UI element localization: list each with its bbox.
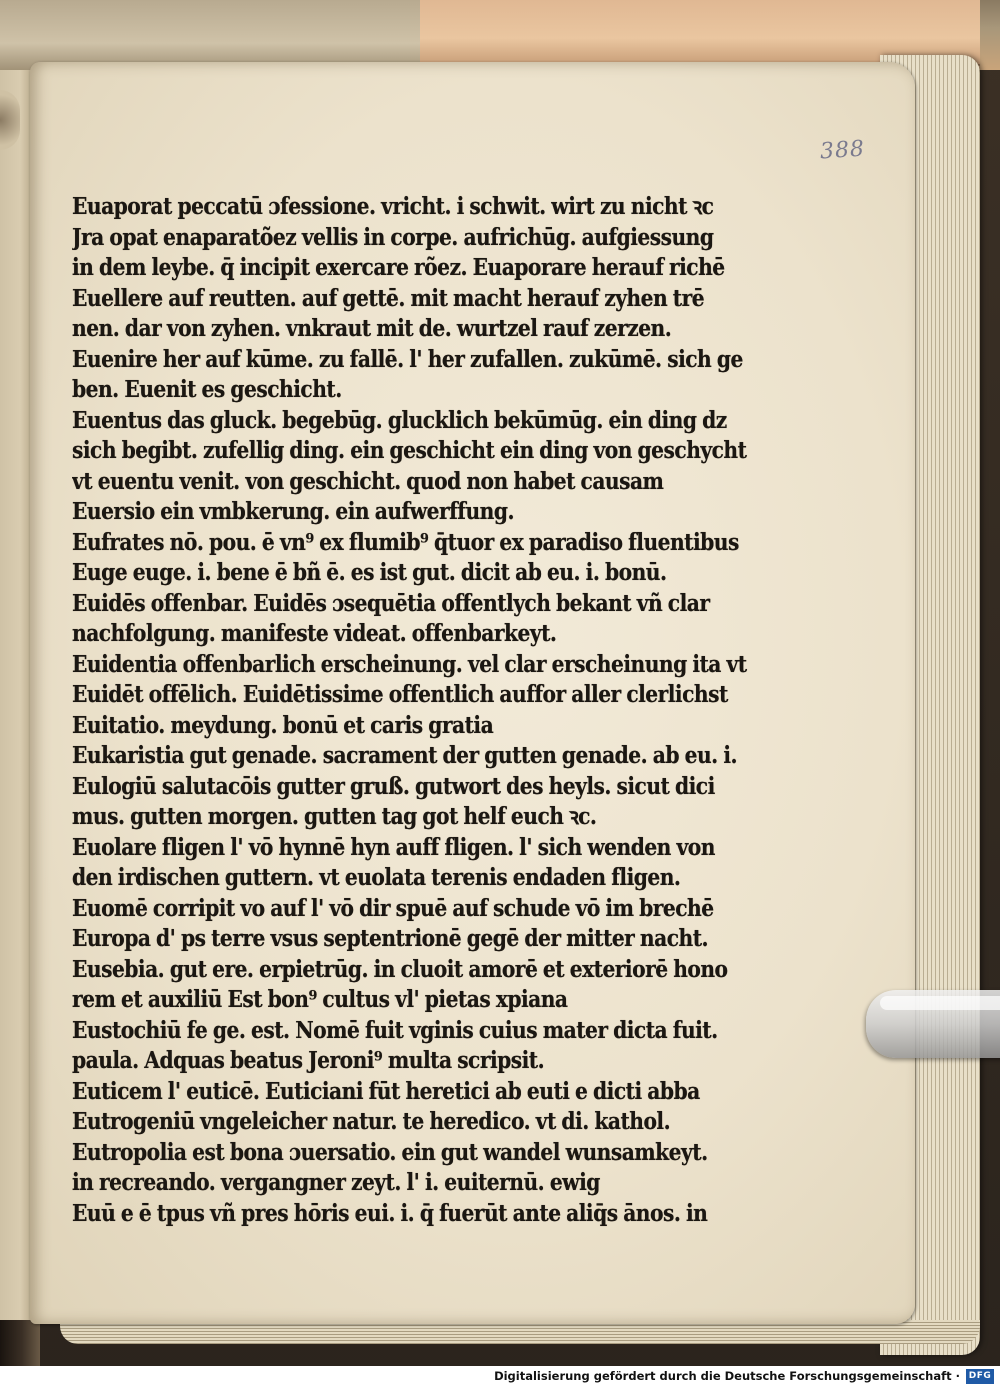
text-line: Euersio ein vmbkerung. ein aufwerffung. <box>72 498 514 525</box>
text-line: in recreando. vergangner zeyt. l' i. euiternū. ewig <box>72 1169 600 1196</box>
text-line: Eusebia. gut ere. erpietrūg. in cluoit amorē et exteriorē hono <box>72 955 728 983</box>
text-line: nen. dar von zyhen. vnkraut mit de. wurtzel rauf zerzen. <box>72 315 672 342</box>
text-line: vt euentu venit. von geschicht. quod non habet causam <box>72 467 664 495</box>
text-line: Jra opat enaparatõez vellis in corpe. aufrichūg. aufgiessung <box>72 223 714 251</box>
footer-bar <box>0 1366 1000 1388</box>
text-line: Euge euge. i. bene ē bñ ē. es ist gut. dicit ab eu. i. bonū. <box>72 559 667 586</box>
text-line: Euū e ē tpus vñ pres hōris eui. i. q̄ fuerūt ante aliq̄s ānos. in <box>72 1199 708 1227</box>
text-line: paula. Adquas beatus Jeroni⁹ multa scripsit. <box>72 1047 545 1074</box>
text-line: Euidēt offēlich. Euidētissime offentlich auffor aller clerlichst <box>72 681 728 708</box>
dfg-logo-icon: DFG <box>966 1369 994 1384</box>
text-line: rem et auxiliū Est bon⁹ cultus vl' pietas xpiana <box>72 986 568 1013</box>
footer-credit: Digitalisierung gefördert durch die Deutsche Forschungsgemeinschaft · <box>494 1369 960 1383</box>
text-line: Euaporat peccatū ɔfessione. vricht. i schwit. wirt zu nicht ꝛc <box>72 193 714 220</box>
text-line: mus. gutten morgen. gutten tag got helf euch ꝛc. <box>72 803 597 830</box>
text-line: Euticem l' euticē. Euticiani fūt heretici ab euti e dicti abba <box>72 1077 700 1105</box>
text-line: Europa d' ps terre vsus septentrionē gegē der mitter nacht. <box>72 925 709 952</box>
text-line: Euenire her auf kūme. zu fallē. l' her zufallen. zukūmē. sich ge <box>72 345 743 373</box>
text-line: nachfolgung. manifeste videat. offenbarkeyt. <box>72 620 557 647</box>
text-line: sich begibt. zufellig ding. ein geschicht ein ding von geschycht <box>72 437 747 464</box>
text-line: Eutrogeniū vngeleicher natur. te heredico. vt di. kathol. <box>72 1108 671 1135</box>
text-line: Euidēs offenbar. Euidēs ɔsequētia offentlych bekant vñ clar <box>72 589 710 617</box>
text-line: Euellere auf reutten. auf gettē. mit macht herauf zyhen trē <box>72 284 705 312</box>
text-line: Eustochiū fe ge. est. Nomē fuit vginis cuius mater dicta fuit. <box>72 1016 718 1044</box>
text-line: Euidentia offenbarlich erscheinung. vel clar erscheinung ita vt <box>72 650 747 678</box>
text-line: Eulogiū salutacōis gutter gruß. gutwort des heyls. sicut dici <box>72 772 715 800</box>
text-line: Eutropolia est bona ɔuersatio. ein gut wandel wunsamkeyt. <box>72 1138 708 1166</box>
text-line: Euentus das gluck. begebūg. glucklich bekūmūg. ein ding dz <box>72 406 727 434</box>
text-line: Eufrates nō. pou. ē vn⁹ ex flumib⁹ q̄tuor ex paradiso fluentibus <box>72 528 739 556</box>
text-block <box>72 192 782 1229</box>
text-line: Euolare fligen l' vō hynnē hyn auff fligen. l' sich wenden von <box>72 833 715 861</box>
text-line: ben. Euenit es geschicht. <box>72 376 342 403</box>
page-clamp-highlight <box>880 996 1000 1010</box>
text-line: Euomē corripit vo auf l' vō dir spuē auf schude vō im brechē <box>72 894 714 922</box>
text-line: den irdischen guttern. vt euolata terenis endaden fligen. <box>72 864 681 891</box>
text-line: in dem leybe. q̄ incipit exercare rõez. Euaporare herauf richē <box>72 254 725 281</box>
text-line: Eukaristia gut genade. sacrament der gutten genade. ab eu. i. <box>72 742 738 769</box>
folio-number: 388 <box>819 136 866 165</box>
text-line: Euitatio. meydung. bonū et caris gratia <box>72 711 494 739</box>
